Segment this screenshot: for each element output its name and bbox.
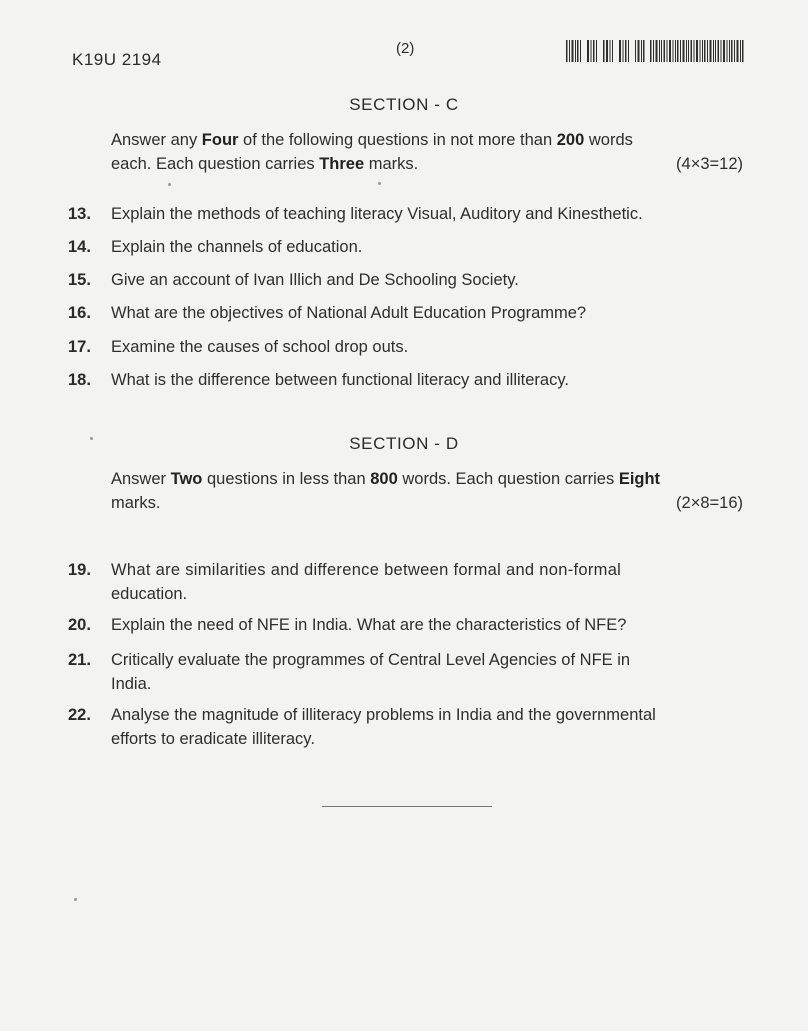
section-c-marks: (4×3=12) [676,155,743,173]
section-d-marks: (2×8=16) [676,494,743,512]
end-of-paper-rule [322,806,492,807]
speck [168,183,171,186]
section-c-instruction [111,128,743,176]
section-c-instruction-line-2: each. Each question carries Three marks. (4×3=12) [111,152,743,176]
speck [90,437,93,440]
section-d-instruction-line-2: marks. (2×8=16) [111,491,743,515]
section-c-heading: SECTION - C [349,95,459,114]
section-d-heading: SECTION - D [349,434,459,453]
section-d-instruction [111,467,743,515]
speck [378,182,381,185]
page-number: (2) [396,40,415,57]
paper-code: K19U 2194 [72,50,162,69]
barcode-image [566,40,744,62]
section-d-instruction-line-1: Answer Two questions in less than 800 words. Each question carries Eight [111,470,661,488]
speck [74,898,77,901]
exam-page: K19U 2194 (2) SECTION - C Answer any Four of the following questions in not more than 200 words each. Each question carries Three marks. (4×3=12) 13. Explain the methods of teaching literacy Visual, Auditory and Kinesthetic. 14. Explain the channels of education. 15. Give an account of Ivan Illich and De Schooling Society. 16. What are the objectives of National Adult Education Programme? 17. Examine the causes of school drop outs. 18. What is the difference between functional literacy and illiteracy. SECTION - D Answer Two questions in less than 800 words. Each question carries Eight marks. (2×8=16) 19. What are similarities and difference between formal and non-formal education. 20. Explain the need of NFE in India. What are the characteristics of NFE? 21. Critically evaluate the programmes of Central Level Agencies of NFE in India. 22. Analyse the magnitude of illiteracy problems in India and the governmental efforts to eradicate illiteracy. [0,0,808,1031]
section-c-instruction-line-1: Answer any Four of the following questions in not more than 200 words [111,131,633,149]
